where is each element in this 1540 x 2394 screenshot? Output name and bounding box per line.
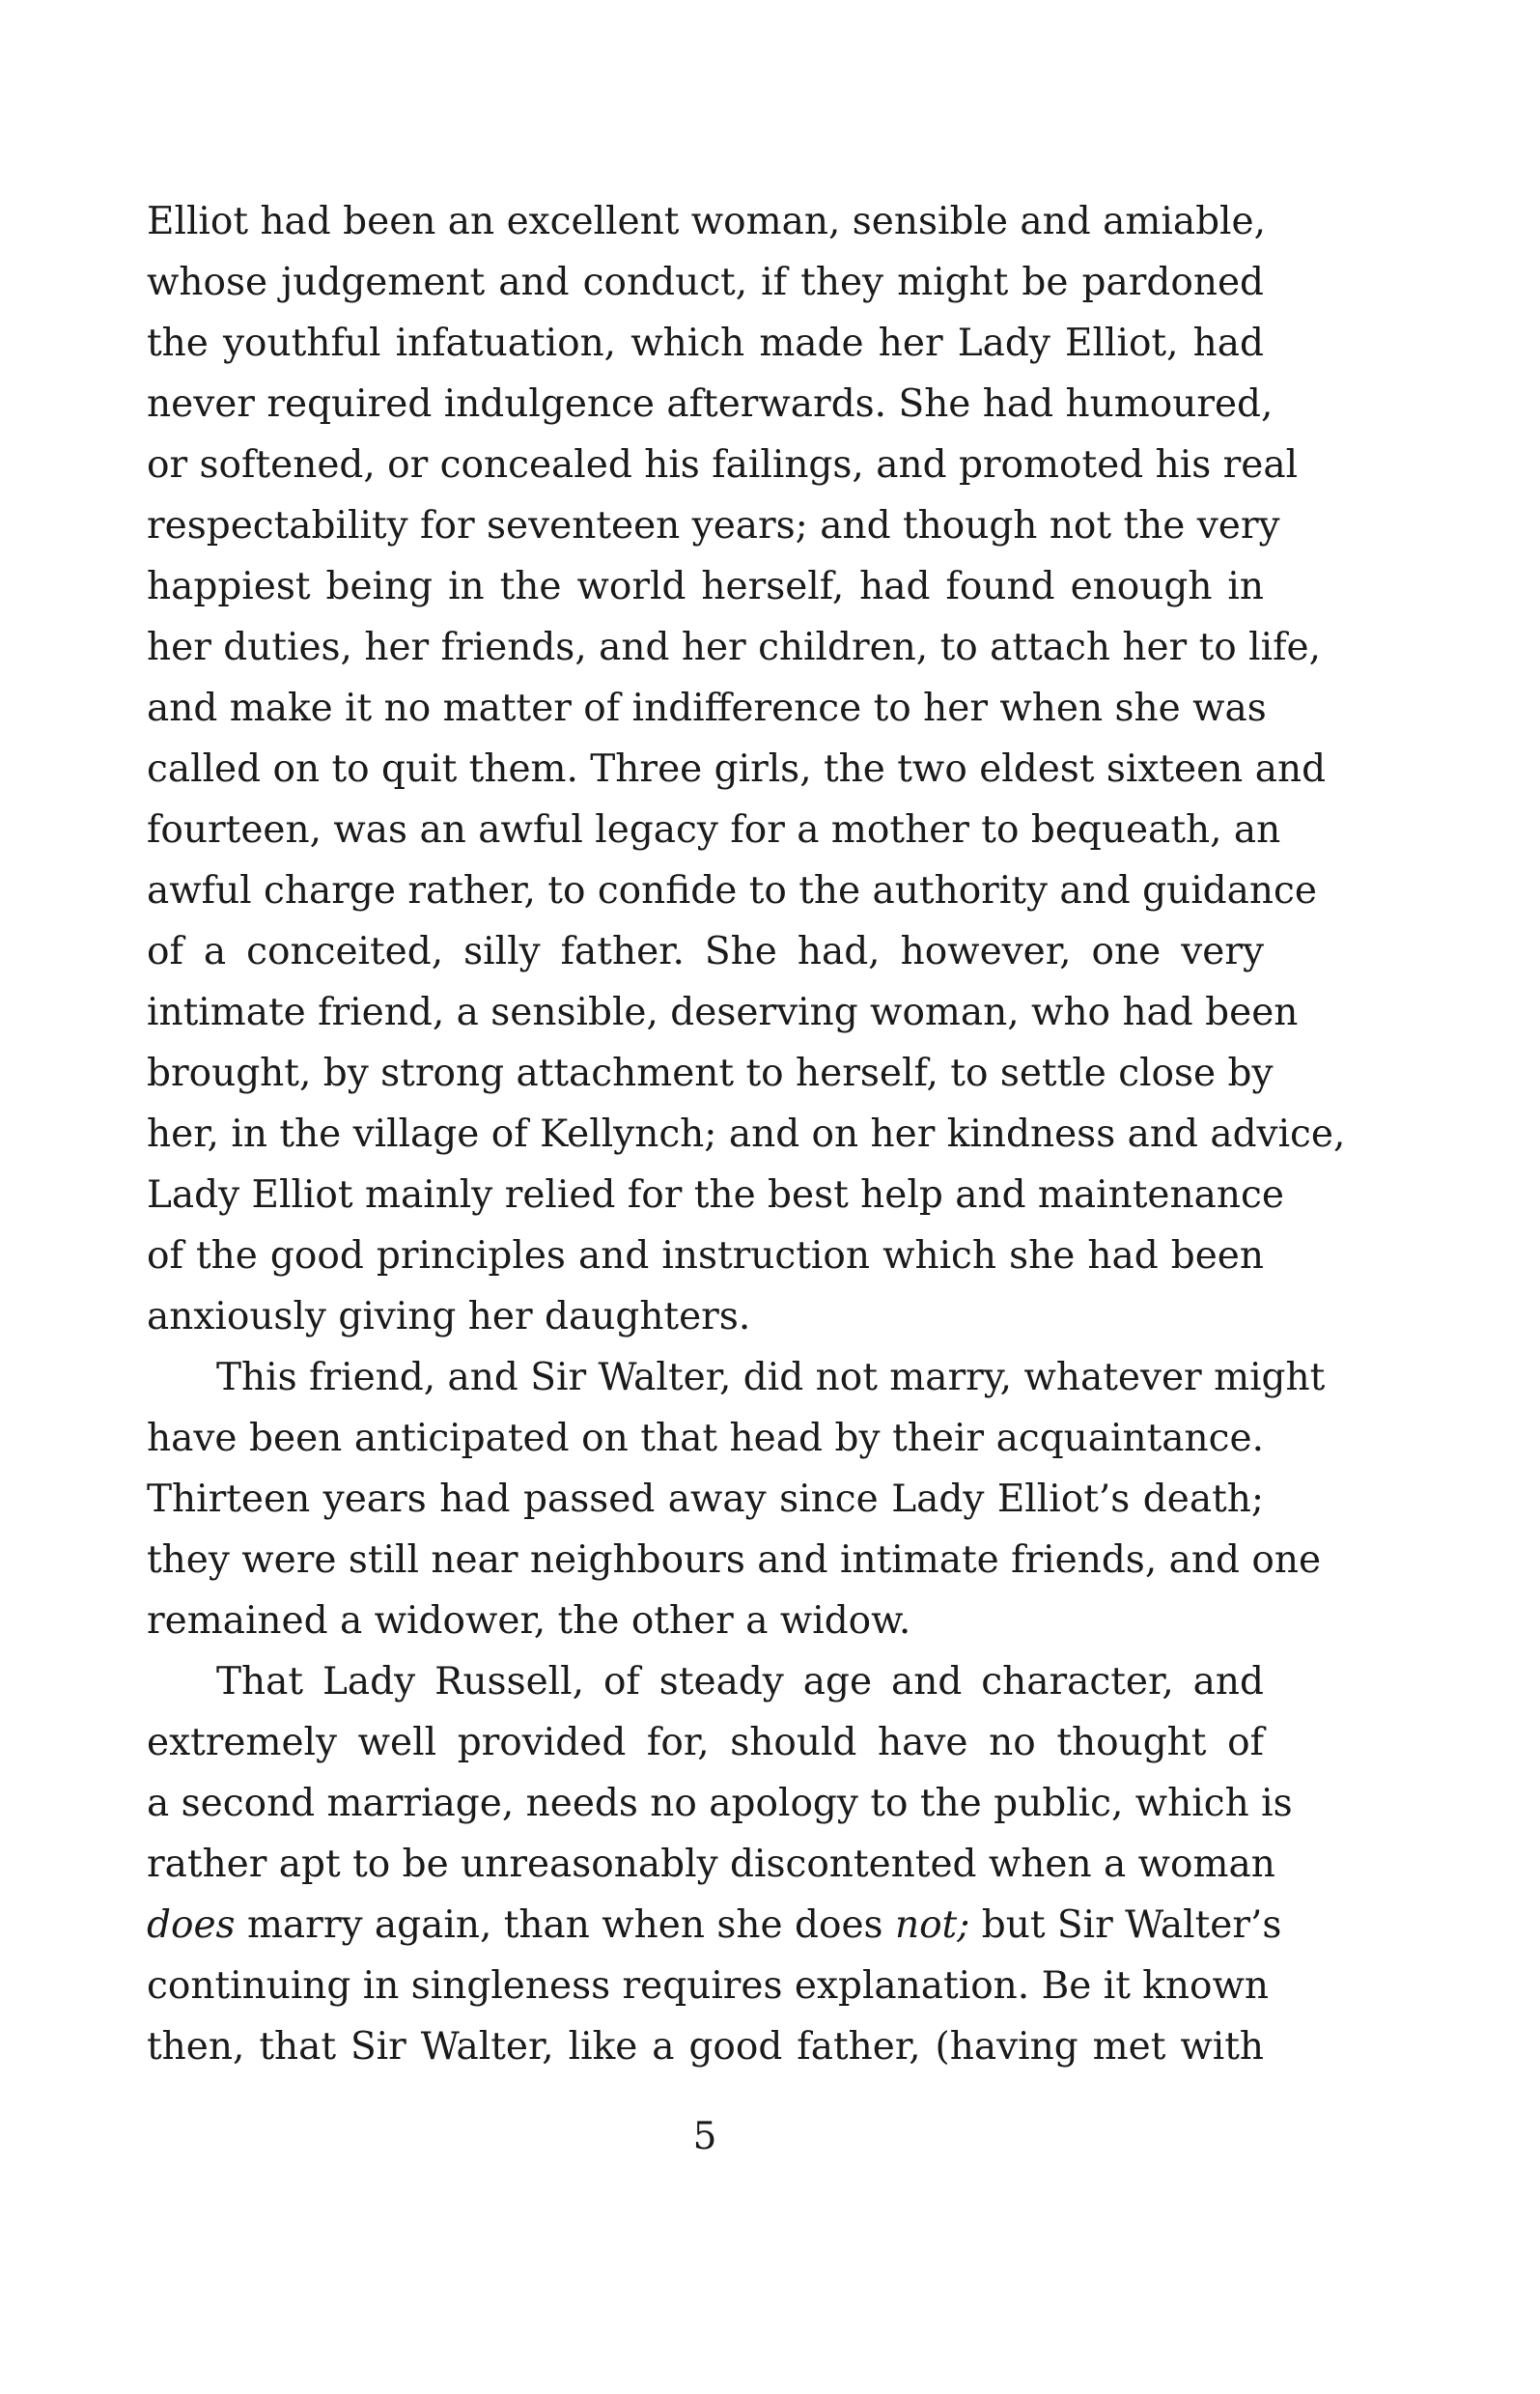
text-line: whose judgement and conduct, if they might be pardoned: [147, 261, 1264, 304]
italic-text: not;: [894, 1903, 970, 1947]
page-number: 5: [692, 2115, 717, 2158]
text-line: awful charge rather, to confide to the authority and guidance: [147, 869, 1317, 913]
text-line: Thirteen years had passed away since Lady Elliot’s death;: [147, 1478, 1264, 1521]
text-line: a second marriage, needs no apology to the public, which is: [147, 1782, 1293, 1825]
text-line: This friend, and Sir Walter, did not marry, whatever might: [216, 1356, 1326, 1399]
text-line: continuing in singleness requires explanation. Be it known: [147, 1964, 1270, 2008]
paragraph: [147, 1651, 1293, 2077]
text-line: called on to quit them. Three girls, the two eldest sixteen and: [147, 747, 1327, 791]
text-line: intimate friend, a sensible, deserving woman, who had been: [147, 991, 1299, 1034]
text-line: brought, by strong attachment to herself, to settle close by: [147, 1052, 1274, 1095]
text-line: fourteen, was an awful legacy for a mother to bequeath, an: [147, 808, 1281, 852]
paragraph: [147, 191, 1346, 1347]
text-line: anxiously giving her daughters.: [147, 1295, 751, 1338]
text-line: extremely well provided for, should have no thought of: [147, 1721, 1264, 1764]
text-line: remained a widower, the other a widow.: [147, 1599, 911, 1643]
text-line: or softened, or concealed his failings, and promoted his real: [147, 443, 1299, 487]
italic-text: does: [147, 1903, 236, 1947]
body-text: [147, 191, 1346, 2077]
text-line: never required indulgence afterwards. She had humoured,: [147, 382, 1274, 426]
text-line: the youthful infatuation, which made her Lady Elliot, had: [147, 322, 1264, 365]
text-line: Elliot had been an excellent woman, sensible and amiable,: [147, 200, 1267, 243]
text-run: but Sir Walter’s: [969, 1903, 1282, 1947]
text-line: then, that Sir Walter, like a good father, (having met with: [147, 2025, 1264, 2069]
text-line: Lady Elliot mainly relied for the best help and maintenance: [147, 1173, 1284, 1217]
text-line: of a conceited, silly father. She had, however, one very: [147, 930, 1264, 973]
text-line: they were still near neighbours and intimate friends, and one: [147, 1538, 1322, 1582]
text-line: have been anticipated on that head by their acquaintance.: [147, 1417, 1264, 1460]
text-line: her, in the village of Kellynch; and on her kindness and advice,: [147, 1113, 1346, 1156]
text-line: happiest being in the world herself, had found enough in: [147, 565, 1264, 608]
text-line: respectability for seventeen years; and though not the very: [147, 504, 1280, 548]
text-line: of the good principles and instruction which she had been: [147, 1234, 1264, 1278]
text-line: rather apt to be unreasonably discontented when a woman: [147, 1843, 1275, 1886]
paragraph: [147, 1347, 1326, 1651]
text-line: and make it no matter of indifference to her when she was: [147, 687, 1267, 730]
text-run: marry again, than when she does: [235, 1903, 895, 1947]
text-line: [147, 1895, 1282, 1956]
text-line: That Lady Russell, of steady age and character, and: [216, 1660, 1264, 1704]
text-line: her duties, her friends, and her children, to attach her to life,: [147, 626, 1321, 669]
